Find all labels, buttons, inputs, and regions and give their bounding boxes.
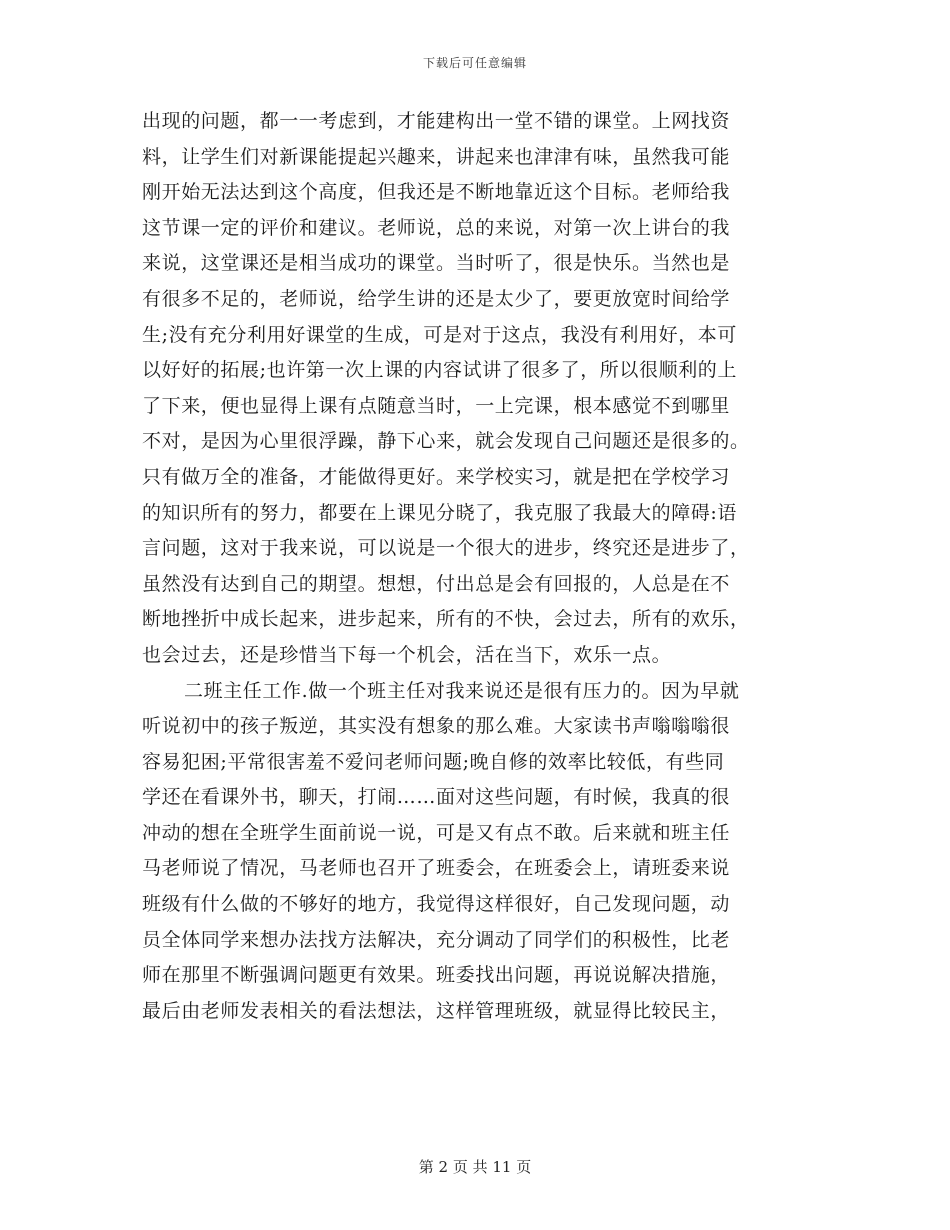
text-line: 冲动的想在全班学生面前说一说，可是又有点不敢。后来就和班主任 — [142, 821, 731, 844]
text-line: 学还在看课外书，聊天，打闹……面对这些问题，有时候，我真的很 — [142, 786, 731, 809]
text-line: 班级有什么做的不够好的地方，我觉得这样很好，自己发现问题，动 — [142, 893, 731, 916]
text-line: 的知识所有的努力，都要在上课见分晓了，我克服了我最大的障碍:语 — [142, 501, 738, 524]
text-line: 了下来，便也显得上课有点随意当时，一上完课，根本感觉不到哪里 — [142, 394, 731, 417]
text-line: 来说，这堂课还是相当成功的课堂。当时听了，很是快乐。当然也是 — [142, 252, 731, 275]
text-line: 料，让学生们对新课能提起兴趣来，讲起来也津津有味，虽然我可能 — [142, 145, 731, 168]
text-line: 也会过去，还是珍惜当下每一个机会，活在当下，欢乐一点。 — [142, 643, 672, 666]
text-line: 以好好的拓展;也许第一次上课的内容试讲了很多了，所以很顺利的上 — [142, 359, 738, 382]
text-line: 虽然没有达到自己的期望。想想，付出总是会有回报的，人总是在不 — [142, 572, 731, 595]
text-line: 最后由老师发表相关的看法想法，这样管理班级，就显得比较民主， — [142, 999, 731, 1022]
page-number: 第 2 页 共 11 页 — [418, 1158, 532, 1176]
text-line: 马老师说了情况，马老师也召开了班委会，在班委会上，请班委来说 — [142, 857, 731, 880]
text-line: 有很多不足的，老师说，给学生讲的还是太少了，要更放宽时间给学 — [142, 287, 731, 310]
text-line: 只有做万全的准备，才能做得更好。来学校实习，就是把在学校学习 — [142, 465, 731, 488]
text-line: 刚开始无法达到这个高度，但我还是不断地靠近这个目标。老师给我 — [142, 181, 731, 204]
text-line: 这节课一定的评价和建议。老师说，总的来说，对第一次上讲台的我 — [142, 216, 731, 239]
document-body — [142, 104, 812, 1029]
text-line: 容易犯困;平常很害羞不爱问老师问题;晚自修的效率比较低，有些同 — [142, 750, 725, 773]
page-header: 下载后可任意编辑 — [422, 56, 527, 70]
text-line: 断地挫折中成长起来，进步起来，所有的不快，会过去，所有的欢乐， — [142, 608, 750, 631]
text-line: 师在那里不断强调问题更有效果。班委找出问题，再说说解决措施， — [142, 964, 731, 987]
text-line: 不对，是因为心里很浮躁，静下心来，就会发现自己问题还是很多的。 — [142, 430, 750, 453]
text-line: 生;没有充分利用好课堂的生成，可是对于这点，我没有利用好，本可 — [142, 323, 738, 346]
text-line: 出现的问题，都一一考虑到，才能建构出一堂不错的课堂。上网找资 — [142, 110, 731, 132]
text-line: 言问题，这对于我来说，可以说是一个很大的进步，终究还是进步了， — [142, 537, 750, 560]
paragraph-first-line: 二班主任工作.做一个班主任对我来说还是很有压力的。因为早就 — [184, 679, 740, 702]
text-line: 听说初中的孩子叛逆，其实没有想象的那么难。大家读书声嗡嗡嗡很 — [142, 715, 731, 738]
text-line: 员全体同学来想办法找方法解决，充分调动了同学们的积极性，比老 — [142, 928, 731, 951]
